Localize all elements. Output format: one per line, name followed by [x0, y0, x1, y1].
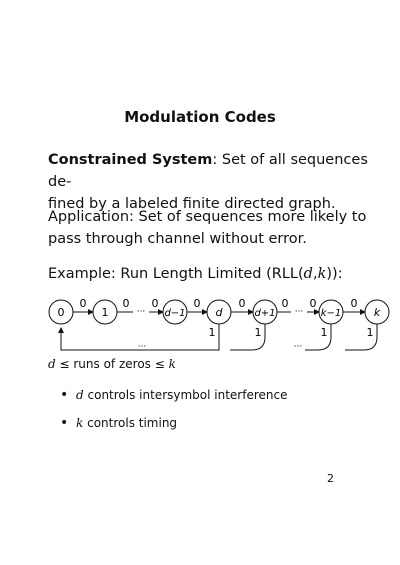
return-edge-k-label: 1 [366, 326, 374, 339]
page-number: 2 [327, 472, 334, 485]
bullet-dot-icon: • [60, 387, 69, 403]
example-d: d [303, 266, 313, 282]
state-node-k-minus-1 [319, 300, 343, 324]
edge-0-1-label: 0 [79, 297, 87, 310]
runs-le-2: ≤ [150, 357, 169, 371]
rll-state-diagram [0, 292, 400, 358]
edge-km1-k-label: 0 [350, 297, 358, 310]
state-node-1 [93, 300, 117, 324]
bullet-item-k [60, 415, 177, 431]
constrained-system-text-1: : Set of all sequences de- [48, 152, 368, 190]
edge-dots-km1-label: 0 [309, 297, 317, 310]
example-k: k [317, 266, 327, 282]
runs-k: k [168, 357, 176, 371]
state-label-1: 1 [101, 306, 109, 319]
state-node-d [207, 300, 231, 324]
bullet-k-var: k [76, 416, 84, 430]
example-prefix: Example: Run Length Limited (RLL( [48, 266, 304, 282]
state-node-0 [49, 300, 73, 324]
edge-dm1-d-label: 0 [193, 297, 201, 310]
state-node-d-plus-1 [253, 300, 277, 324]
return-ellipsis-1: ··· [137, 342, 147, 352]
state-label-k-minus-1: k−1 [320, 308, 342, 319]
application-paragraph [48, 206, 370, 250]
state-label-d: d [215, 306, 223, 319]
state-label-0: 0 [57, 306, 65, 319]
bullet-item-d [60, 387, 287, 403]
forward-ellipsis-2: ··· [294, 307, 304, 317]
run-length-constraint [48, 357, 176, 371]
example-paragraph [48, 263, 370, 285]
forward-ellipsis-1: ··· [136, 307, 146, 317]
example-suffix: )): [326, 266, 343, 282]
bullet-d-text: controls intersymbol interference [83, 388, 288, 402]
example-comma: , [312, 266, 318, 282]
application-text-2: pass through channel without error. [48, 231, 307, 247]
runs-d: d [48, 357, 56, 371]
state-label-d-plus-1: d+1 [254, 308, 276, 319]
bullet-d-var: d [76, 388, 84, 402]
constrained-system-text-2: fined by a labeled finite directed graph. [48, 196, 336, 212]
edge-1-label: 0 [122, 297, 130, 310]
return-edge-dp1-label: 1 [254, 326, 262, 339]
runs-text: runs of zeros [73, 357, 151, 371]
return-edge-km1-label: 1 [320, 326, 328, 339]
state-node-k [365, 300, 389, 324]
edge-d-dp1-label: 0 [238, 297, 246, 310]
edge-dots-dm1-label: 0 [151, 297, 159, 310]
bullet-k-text: controls timing [83, 416, 178, 430]
state-label-k: k [373, 306, 381, 319]
bullet-dot-icon: • [60, 415, 69, 431]
constrained-system-term: Constrained System [48, 152, 213, 168]
state-label-d-minus-1: d−1 [164, 308, 186, 319]
application-text-1: Application: Set of sequences more likely to [48, 209, 367, 225]
return-edge-d-label: 1 [208, 326, 216, 339]
runs-le-1: ≤ [55, 357, 74, 371]
return-ellipsis-2: ··· [293, 342, 303, 352]
state-node-d-minus-1 [163, 300, 187, 324]
edge-dp1-label: 0 [281, 297, 289, 310]
slide-title: Modulation Codes [124, 108, 276, 126]
